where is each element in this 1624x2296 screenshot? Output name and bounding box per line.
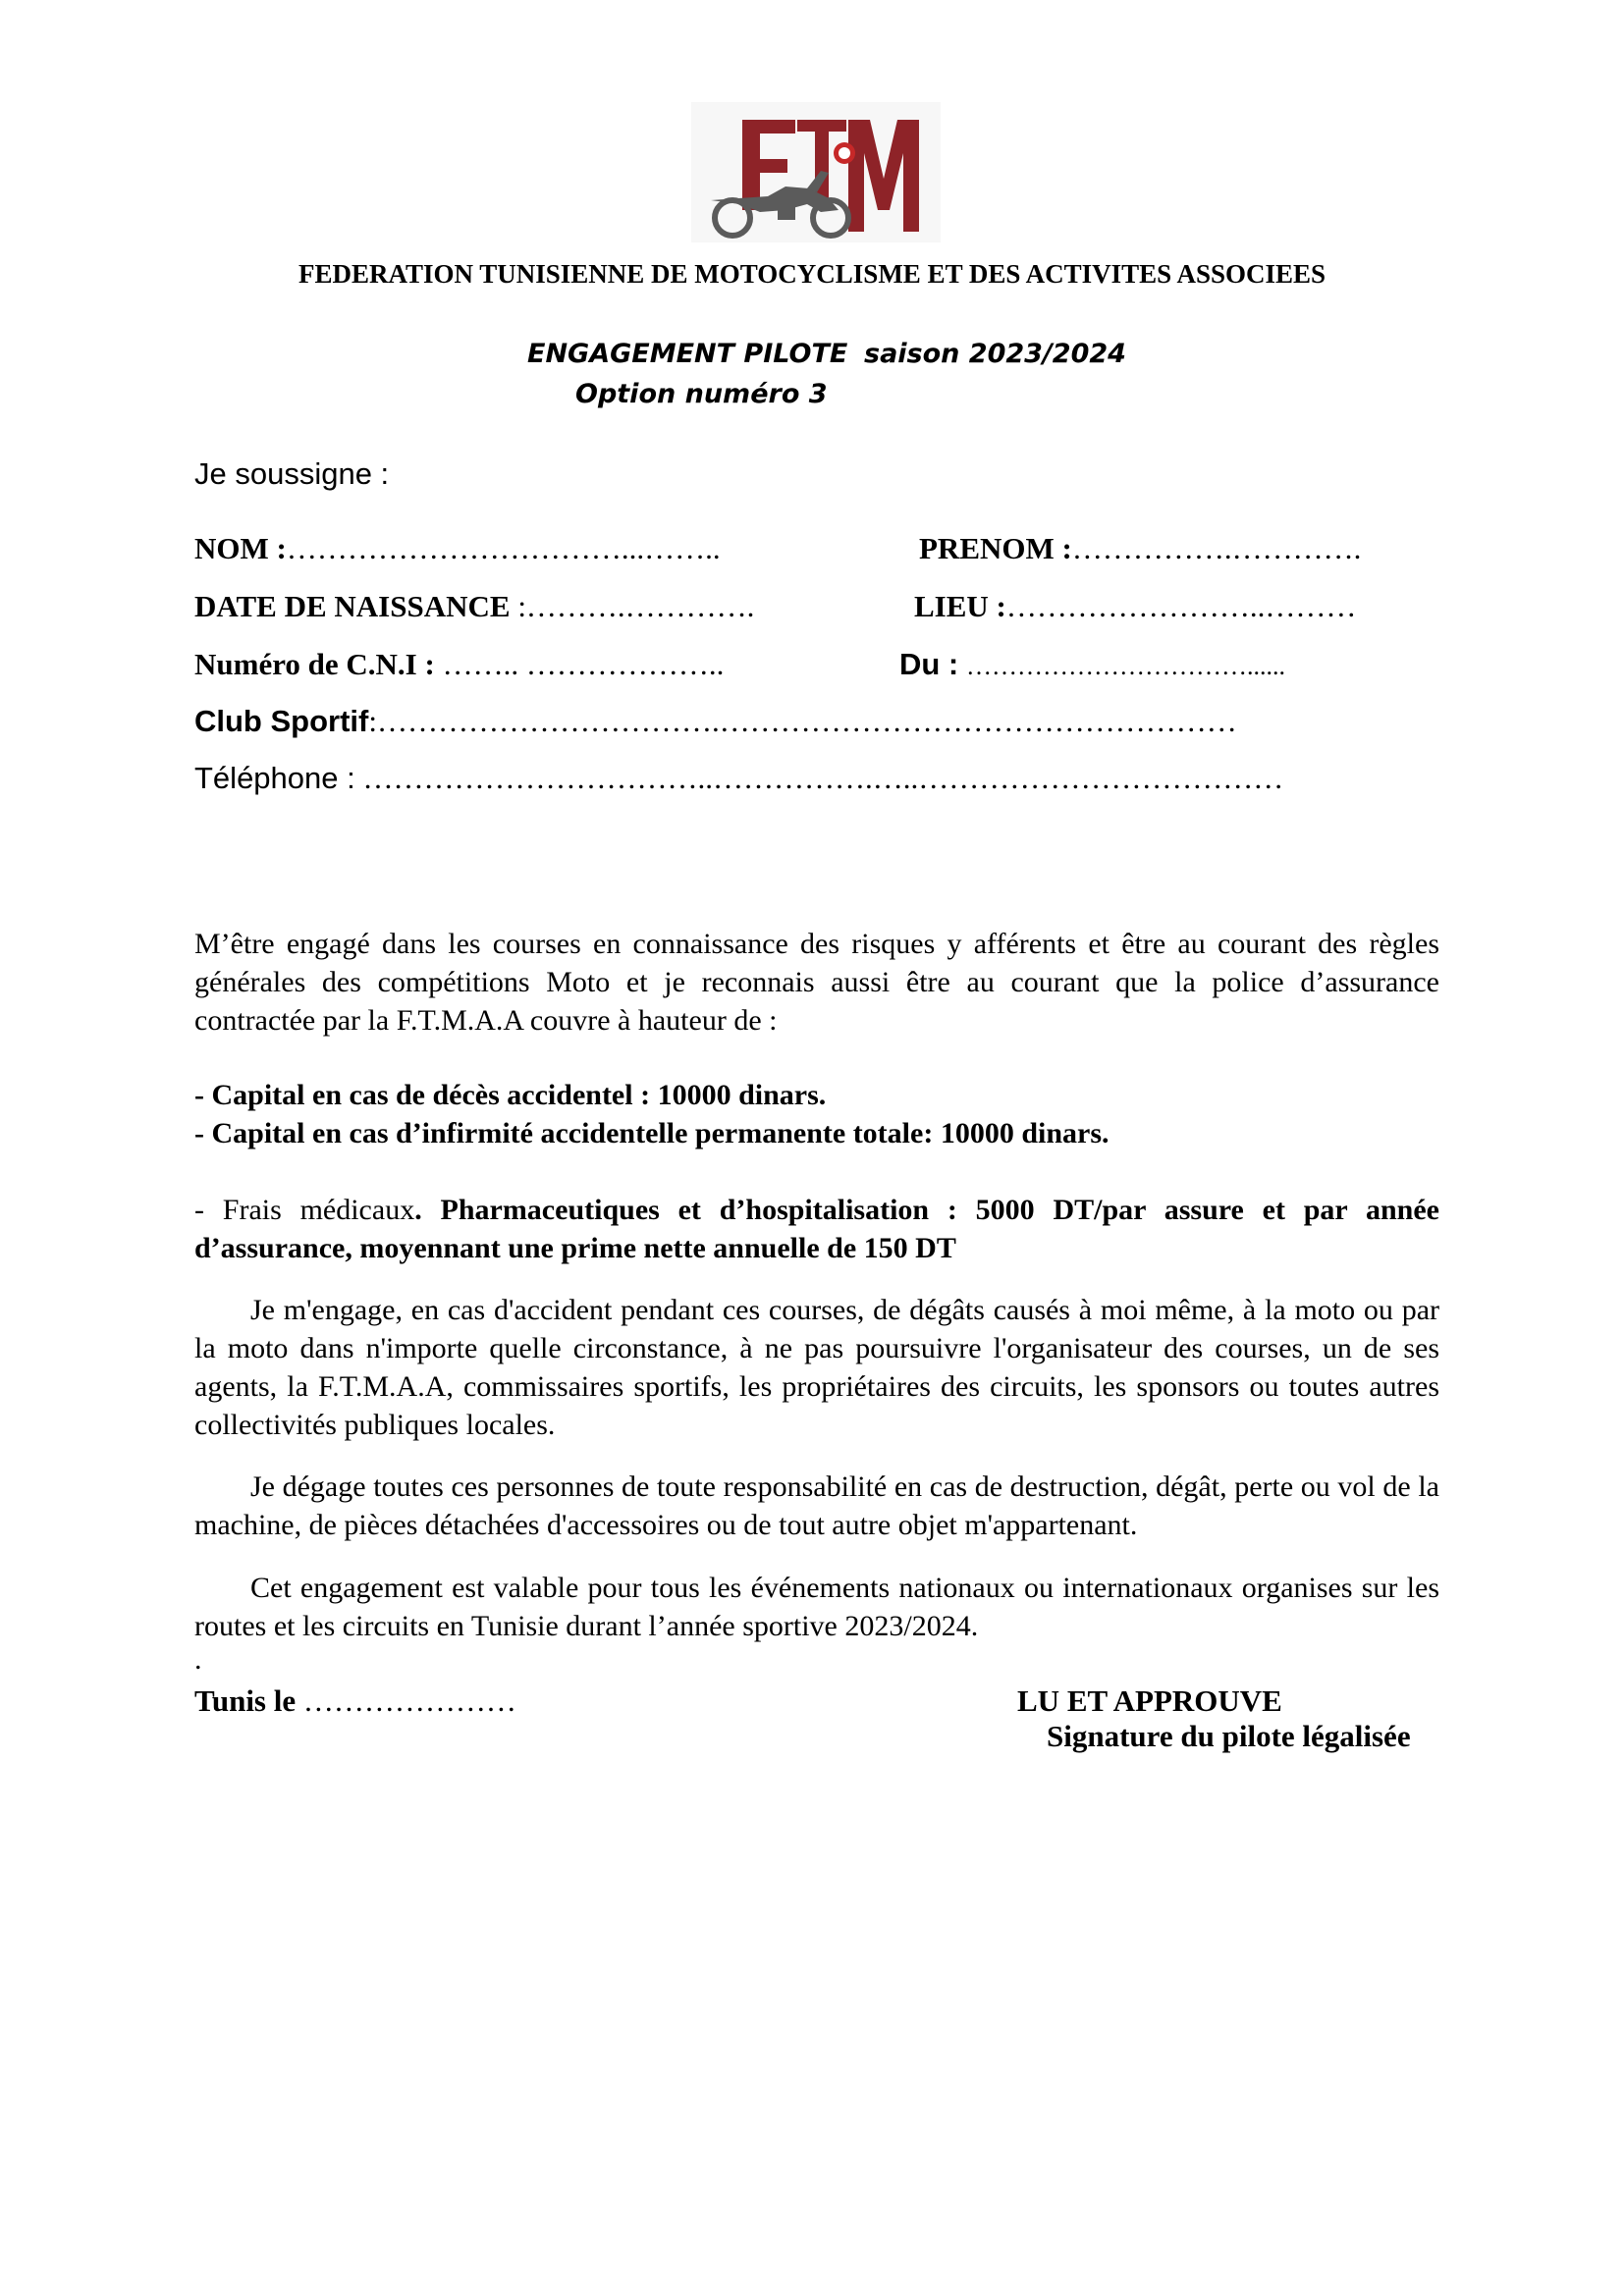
lu-et-approuve: LU ET APPROUVE <box>1017 1683 1282 1718</box>
degagement-paragraph <box>194 1468 1439 1544</box>
du-label: Du : <box>899 647 959 681</box>
frais-detail: . Pharmaceutiques et d’hospitalisation : 5000 DT/par assure et par année d’assurance, moyennant une prime nette annuelle de 150 DT <box>194 1194 1439 1264</box>
nom-dots: ……………………………...…….. <box>286 531 721 565</box>
intro-text: Je soussigne : <box>194 456 390 491</box>
date-naissance-dots: :……….…………. <box>517 589 755 623</box>
capital-infirmite: - Capital en cas d’infirmité accidentelle permanente totale: 10000 dinars. <box>194 1117 1110 1149</box>
responsabilite-paragraph <box>194 1291 1439 1444</box>
engagement-title: ENGAGEMENT PILOTE <box>527 339 848 369</box>
lieu-field[interactable] <box>914 589 1356 624</box>
paragraph-2: Je m'engage, en cas d'accident pendant ces courses, de dégâts causés à moi même, à la moto ou par la moto dans n'importe quelle circonstance, à ne pas poursuivre l'organisateur des courses, un de ses agents, la F.T.M.A.A, commissaires sportifs, les propriétaires des circuits, les sponsors ou toutes autres collectivités publiques locales. <box>194 1294 1439 1441</box>
prenom-label: PRENOM : <box>919 531 1072 565</box>
engagement-paragraph <box>194 925 1439 1040</box>
cni-field[interactable] <box>194 647 724 682</box>
tunis-dots: ………………… <box>302 1683 516 1718</box>
du-field[interactable] <box>899 647 1285 682</box>
club-sportif-field[interactable] <box>194 704 1237 739</box>
paragraph-3: Je dégage toutes ces personnes de toute responsabilité en cas de destruction, dégât, perte ou vol de la machine, de pièces détachées d'accessoires ou de tout autre objet m'appartenant. <box>194 1470 1439 1541</box>
du-dots: ……………………………...... <box>966 652 1286 680</box>
frais-prefix: - Frais médicaux <box>194 1194 415 1226</box>
validite-paragraph <box>194 1569 1439 1645</box>
cni-dots: …….. ……………….. <box>442 647 725 681</box>
nom-field[interactable] <box>194 531 721 566</box>
date-naissance-field[interactable] <box>194 589 754 624</box>
club-sportif-dots: :…………………………….…………………………………………… <box>368 704 1237 738</box>
date-naissance-label: DATE DE NAISSANCE <box>194 589 511 623</box>
telephone-field[interactable] <box>194 761 1283 796</box>
capital-list <box>194 1076 1439 1152</box>
motorcycle-logo-icon <box>691 102 941 242</box>
signature-label: Signature du pilote légalisée <box>1047 1719 1411 1753</box>
capital-deces: - Capital en cas de décès accidentel : 10000 dinars. <box>194 1079 827 1111</box>
cni-label: Numéro de C.N.I : <box>194 647 435 681</box>
paragraph-1: M’être engagé dans les courses en connaissance des risques y afférents et être au courant des règles générales des compétitions Moto et je reconnais aussi être au courant que la police d’assurance contractée par la F.T.M.A.A couvre à hauteur de : <box>194 928 1439 1037</box>
ftm-logo <box>691 102 941 242</box>
season-label: saison 2023/2024 <box>864 339 1126 369</box>
tunis-date-field[interactable] <box>194 1683 516 1719</box>
prenom-dots: …………….…………. <box>1071 531 1362 565</box>
telephone-label: Téléphone : <box>194 761 355 795</box>
prenom-field[interactable] <box>919 531 1361 566</box>
paragraph-4: Cet engagement est valable pour tous les événements nationaux ou internationaux organises sur les routes et les circuits en Tunisie durant l’année sportive 2023/2024. <box>194 1572 1439 1642</box>
club-sportif-label: Club Sportif <box>194 704 369 738</box>
lieu-dots: ……………………..……… <box>1005 589 1357 623</box>
stray-dot: . <box>194 1643 202 1676</box>
tunis-label: Tunis le <box>194 1683 297 1718</box>
telephone-dots: ……………………………..…………….…..……………………………… <box>362 761 1284 795</box>
frais-paragraph <box>194 1191 1439 1267</box>
option-label: Option numéro 3 <box>575 379 828 409</box>
nom-label: NOM : <box>194 531 287 565</box>
federation-title: FEDERATION TUNISIENNE DE MOTOCYCLISME ET DES ACTIVITES ASSOCIEES <box>298 259 1326 289</box>
lieu-label: LIEU : <box>914 589 1006 623</box>
